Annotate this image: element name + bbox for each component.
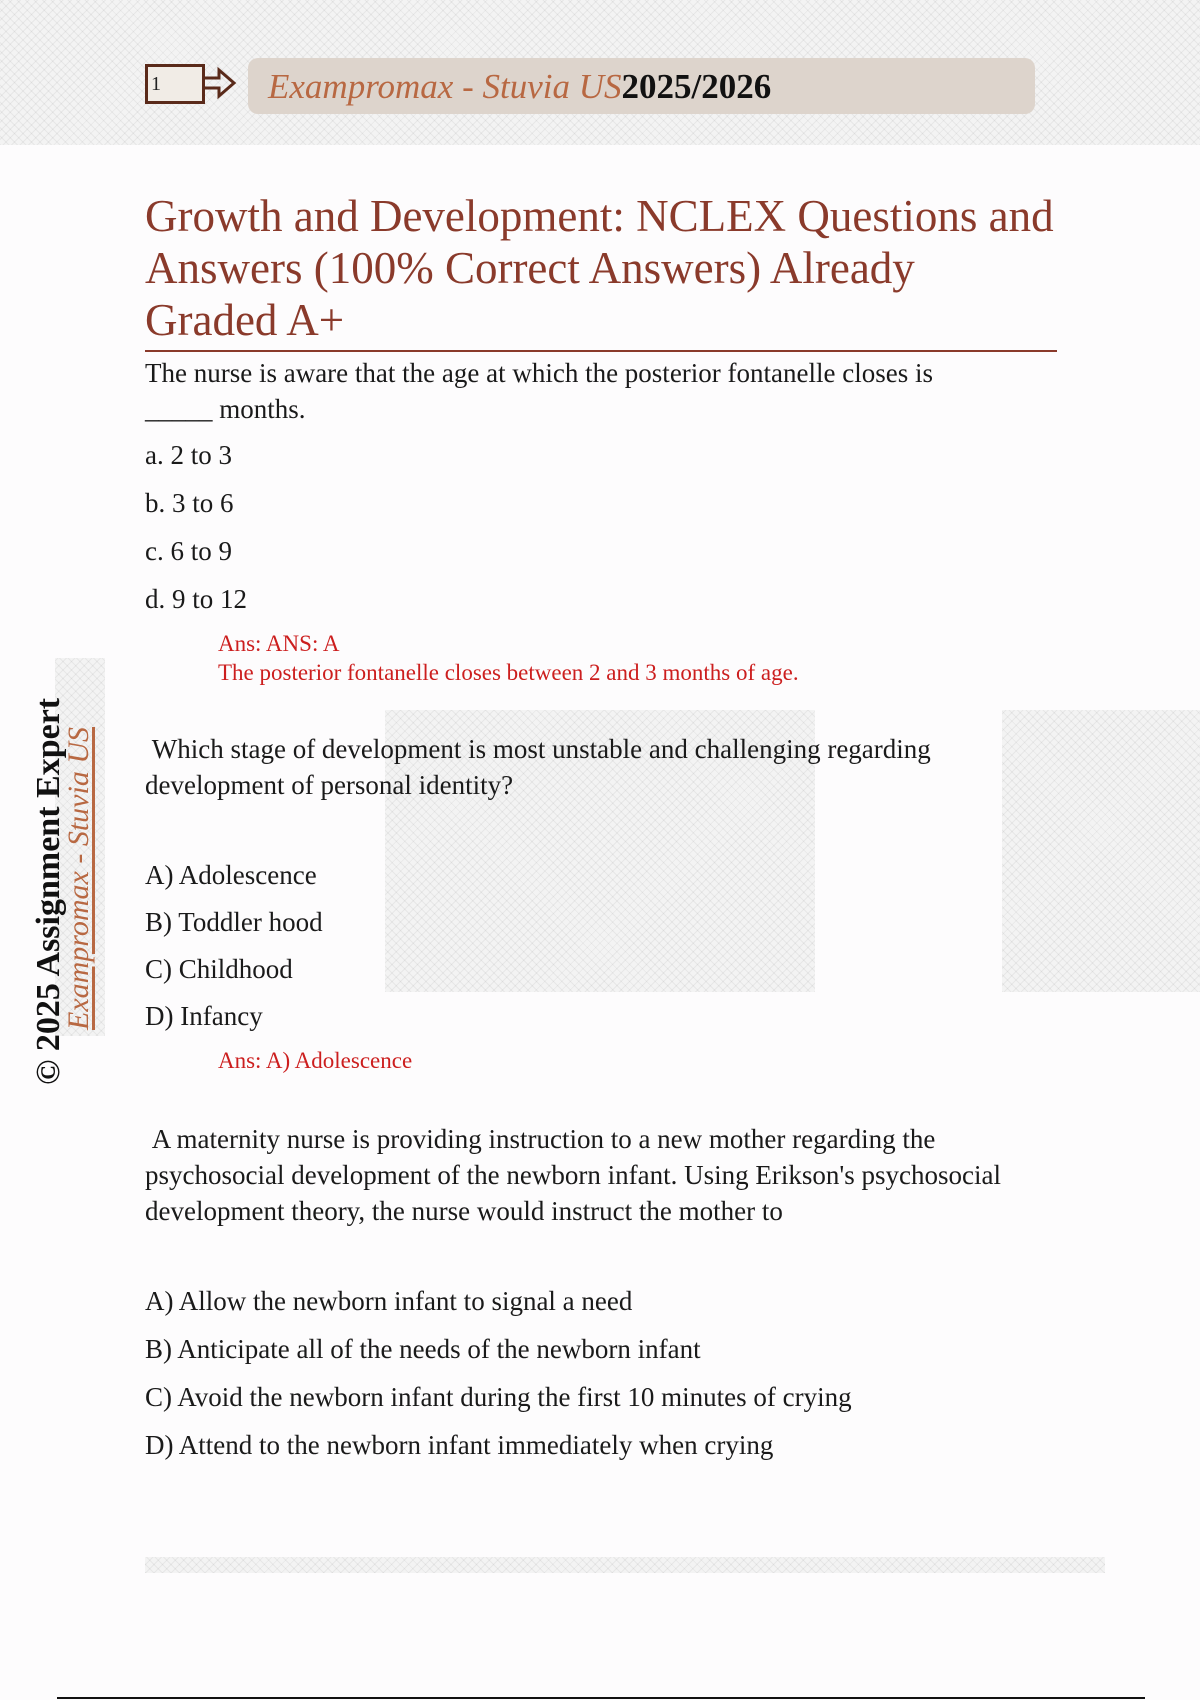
answer-option: C) Avoid the newborn infant during the first 10 minutes of crying (145, 1382, 852, 1412)
header-banner (248, 58, 1035, 114)
header-brand: Exampromax - Stuvia US (268, 67, 622, 106)
answer-option: c. 6 to 9 (145, 536, 232, 566)
document-title: Growth and Development: NCLEX Questions and Answers (100% Correct Answers) Already Graded A+ (145, 190, 1057, 352)
question-stem: A maternity nurse is providing instruction to a new mother regarding the psychosocial development of the newborn infant. Using Erikson's psychosocial development theory, the nurse would instruct the mother to (145, 1124, 1008, 1226)
answer-option: D) Infancy (145, 1001, 263, 1031)
arrow-right-icon (203, 66, 237, 100)
page-number-badge: 1 (145, 64, 205, 104)
question-3 (145, 1121, 1057, 1463)
question-stem: The nurse is aware that the age at which the posterior fontanelle closes is (145, 358, 933, 388)
question-2 (145, 731, 1057, 1075)
copyright-label: © 2025 Assignment Expert (30, 697, 67, 1085)
document-content (145, 190, 1057, 1463)
answer-key: Ans: ANS: A (218, 631, 340, 656)
question-1 (145, 355, 1057, 687)
header-year: 2025/2026 (621, 67, 772, 106)
sidebar-brand-label: Exampromax - Stuvia US (62, 727, 95, 1030)
question-stem-continued: _____ months. (145, 394, 306, 424)
answer-option: a. 2 to 3 (145, 440, 232, 470)
answer-option: A) Adolescence (145, 860, 317, 890)
answer-option: C) Childhood (145, 954, 293, 984)
answer-option: D) Attend to the newborn infant immediately when crying (145, 1430, 774, 1460)
decorative-divider (145, 1557, 1105, 1573)
answer-option: b. 3 to 6 (145, 488, 234, 518)
footer-rule (57, 1697, 1145, 1699)
question-stem: Which stage of development is most unstable and challenging regarding development of personal identity? (145, 734, 938, 800)
answer-option: B) Anticipate all of the needs of the newborn infant (145, 1334, 701, 1364)
answer-rationale: The posterior fontanelle closes between 2 and 3 months of age. (218, 660, 799, 685)
answer-option: B) Toddler hood (145, 907, 323, 937)
answer-key: Ans: A) Adolescence (218, 1048, 413, 1073)
answer-option: d. 9 to 12 (145, 584, 248, 614)
answer-option: A) Allow the newborn infant to signal a need (145, 1286, 633, 1316)
